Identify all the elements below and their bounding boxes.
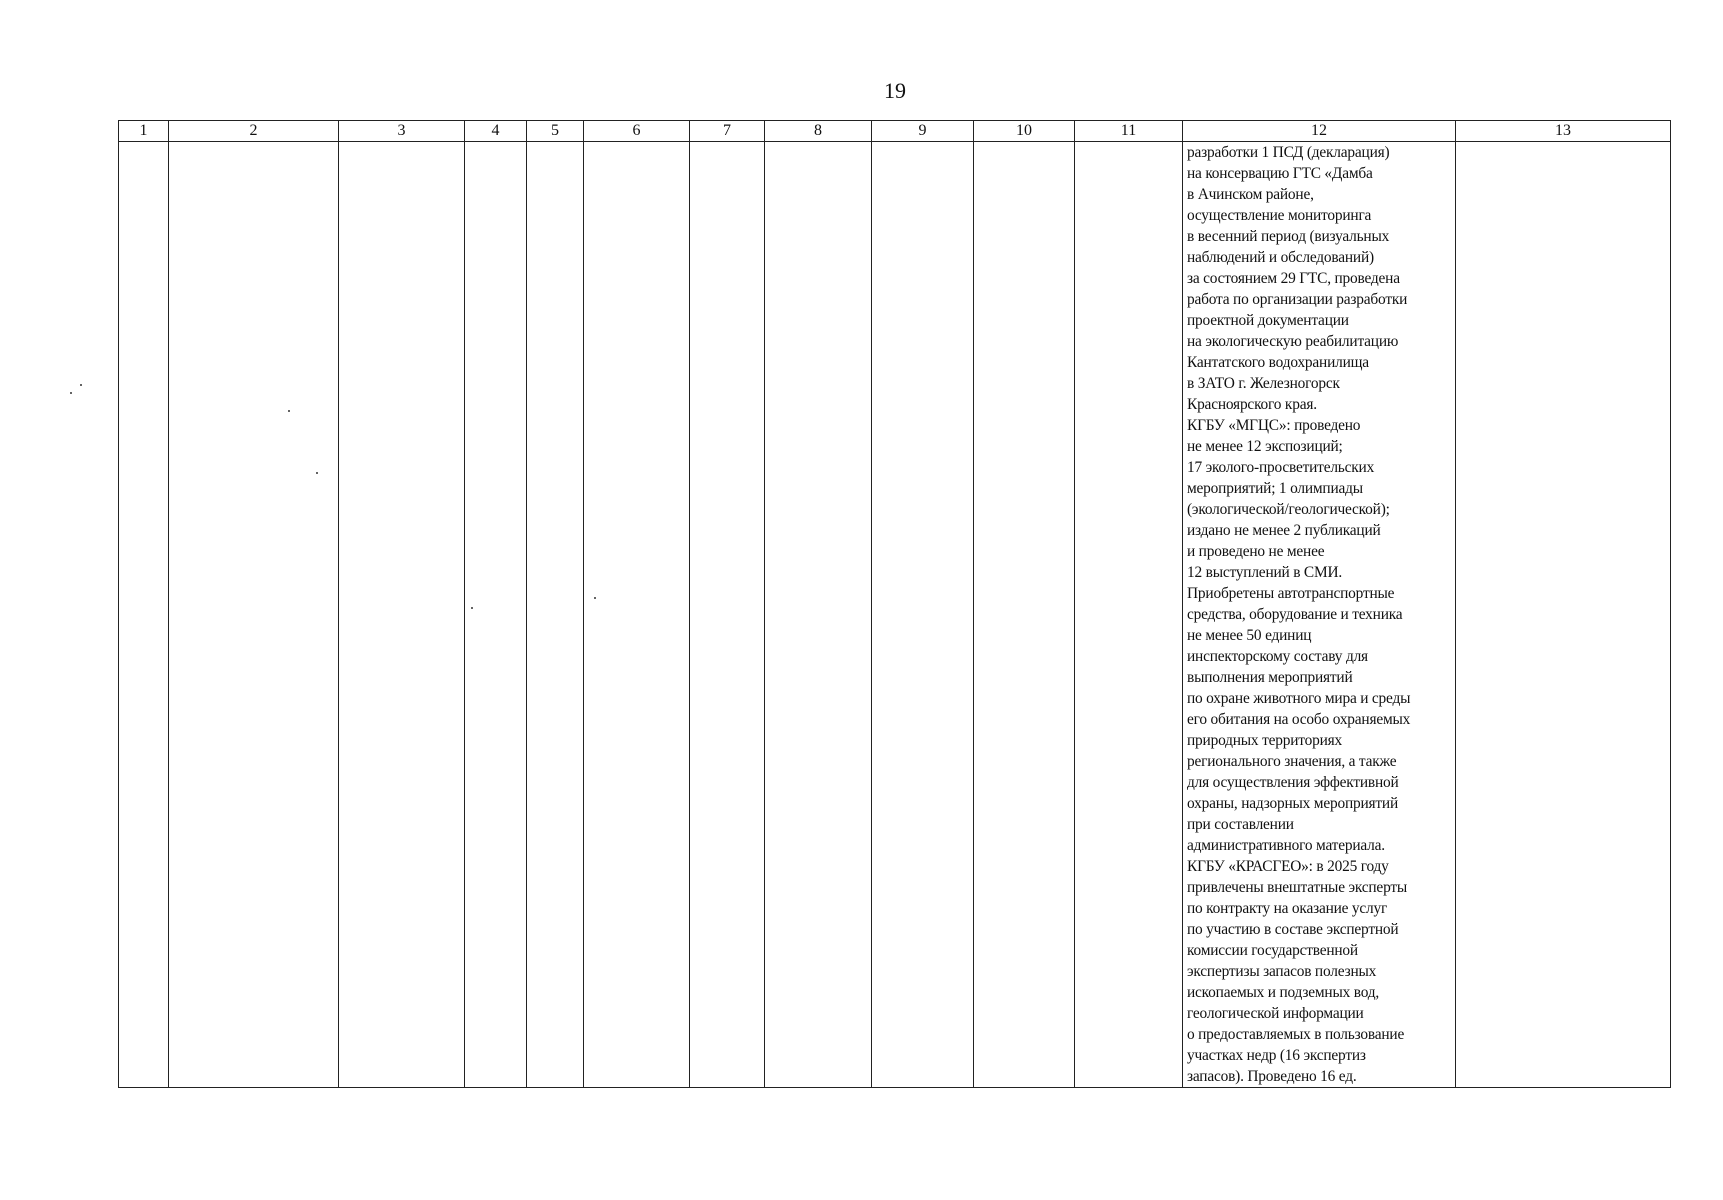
column-header-8: 8: [765, 121, 872, 142]
column-header-2: 2: [169, 121, 339, 142]
column-header-3: 3: [339, 121, 465, 142]
column-header-12: 12: [1183, 121, 1456, 142]
column-header-6: 6: [584, 121, 690, 142]
column-header-11: 11: [1075, 121, 1183, 142]
cell-col-7: [690, 142, 765, 1088]
report-table: [118, 120, 1671, 1088]
cell-col-1: [119, 142, 169, 1088]
cell-col-11: [1075, 142, 1183, 1088]
column-header-9: 9: [872, 121, 974, 142]
cell-col-12: [1183, 142, 1456, 1088]
cell-col-10: [974, 142, 1075, 1088]
column-header-7: 7: [690, 121, 765, 142]
cell-col-8: [765, 142, 872, 1088]
cell-col-4: [465, 142, 527, 1088]
column-header-13: 13: [1456, 121, 1671, 142]
scan-speck: [70, 392, 72, 394]
scan-speck: [80, 384, 82, 386]
page-number: 19: [884, 78, 906, 103]
scan-speck: [316, 472, 318, 474]
cell-col-6: [584, 142, 690, 1088]
table-row: [119, 142, 1671, 1088]
column-number-row: [119, 121, 1671, 142]
column-header-10: 10: [974, 121, 1075, 142]
cell-col-2: [169, 142, 339, 1088]
column-header-4: 4: [465, 121, 527, 142]
results-description-text: разработки 1 ПСД (декларация) на консервацию ГТС «Дамба в Ачинском районе, осуществление мониторинга в весенний период (визуальных наблюдений и обследований) за состоянием 29 ГТС, проведена работа по организации разработки проектной документации на экологическую реабилитацию Кантатского водохранилища в ЗАТО г. Железногорск Красноярского края. КГБУ «МГЦС»: проведено не менее 12 экспозиций; 17 эколого-просветительских мероприятий; 1 олимпиады (экологической/геологической); издано не менее 2 публикаций и проведено не менее 12 выступлений в СМИ. Приобретены автотранспортные средства, оборудование и техника не менее 50 единиц инспекторскому составу для выполнения мероприятий по охране животного мира и среды его обитания на особо охраняемых природных территориях регионального значения, а также для осуществления эффективной охраны, надзорных мероприятий при составлении административного материала. КГБУ «КРАСГЕО»: в 2025 году привлечены внештатные эксперты по контракту на оказание услуг по участию в составе экспертной комиссии государственной экспертизы запасов полезных ископаемых и подземных вод, геологической информации о предоставляемых в пользование участках недр (16 экспертиз запасов). Проведено 16 ед.: [1187, 144, 1411, 1085]
column-header-1: 1: [119, 121, 169, 142]
cell-col-5: [527, 142, 584, 1088]
cell-col-3: [339, 142, 465, 1088]
cell-col-9: [872, 142, 974, 1088]
scan-speck: [288, 410, 290, 412]
scan-speck: [471, 607, 473, 609]
scan-speck: [594, 597, 596, 599]
cell-col-13: [1456, 142, 1671, 1088]
column-header-5: 5: [527, 121, 584, 142]
